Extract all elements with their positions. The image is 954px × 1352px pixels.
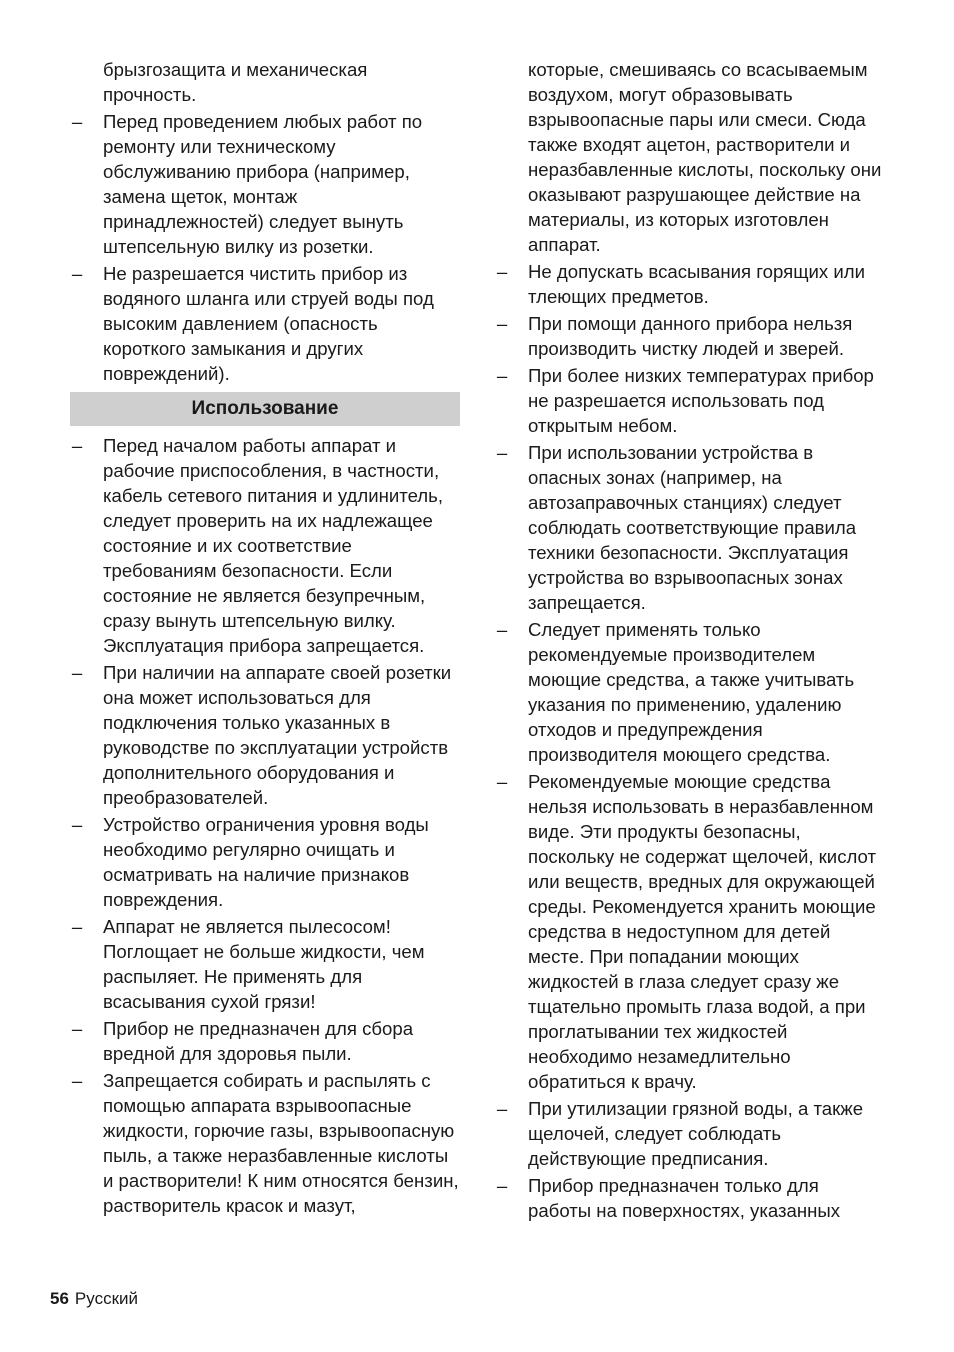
bullet-dash: – [496, 261, 508, 282]
bullet-dash: – [496, 442, 508, 463]
list-item [70, 660, 462, 810]
bullet-dash: – [496, 1175, 508, 1196]
bullet-dash: – [71, 662, 83, 683]
list-item [495, 769, 887, 1094]
list-item [70, 812, 462, 912]
bullet-dash: – [496, 771, 508, 792]
page-number: 56 [50, 1289, 69, 1308]
bullet-dash: – [71, 111, 83, 132]
list-item [495, 1096, 887, 1171]
list-item-text: Не разрешается чистить прибор из водяного шланга или струей воды под высоким давлением (опасность короткого замыкания и других повреждений). [103, 263, 434, 384]
list-item [495, 617, 887, 767]
list-item-text: При помощи данного прибора нельзя производить чистку людей и зверей. [528, 313, 853, 359]
bullet-dash: – [496, 619, 508, 640]
list-item [70, 1068, 462, 1218]
bullet-dash: – [71, 1018, 83, 1039]
list-item-text: При более низких температурах прибор не разрешается использовать под открытым небом. [528, 365, 874, 436]
list-item-text: Перед началом работы аппарат и рабочие приспособления, в частности, кабель сетевого питания и удлинитель, следует проверить на их надлежащее состояние и их соответствие требованиям безопасности. Если состояние не является безупречным, сразу вынуть штепсельную вилку. Эксплуатация прибора запрещается. [103, 435, 444, 656]
list-item [70, 433, 462, 658]
list-item [495, 259, 887, 309]
list-item-text: Устройство ограничения уровня воды необходимо регулярно очищать и осматривать на наличие признаков повреждения. [103, 814, 429, 910]
list-item-text: Аппарат не является пылесосом! Поглощает не больше жидкости, чем распыляет. Не применять для всасывания сухой грязи! [103, 916, 425, 1012]
right-column [495, 57, 887, 1225]
bullet-dash: – [496, 365, 508, 386]
list-item [70, 109, 462, 259]
bullet-dash: – [71, 814, 83, 835]
list-item-text: При использовании устройства в опасных зонах (например, на автозаправочных станциях) следует соблюдать соответствующие правила техники безопасности. Эксплуатация устройства во взрывоопасных зонах запрещается. [528, 442, 857, 613]
list-item-text: Следует применять только рекомендуемые производителем моющие средства, а также учитывать указания по применению, удалению отходов и предупреждения производителя моющего средства. [528, 619, 855, 765]
list-item-text: Рекомендуемые моющие средства нельзя использовать в неразбавленном виде. Эти продукты безопасны, поскольку не содержат щелочей, кислот или веществ, вредных для окружающей среды. Рекомендуется хранить моющие средства в недоступном для детей месте. При попадании моющих жидкостей в глаза следует сразу же тщательно промыть глаза водой, а при проглатывании тех жидкостей необходимо незамедлительно обратиться к врачу. [528, 771, 876, 1092]
left-column [70, 57, 462, 1220]
bullet-dash: – [71, 1070, 83, 1091]
list-item-text: При наличии на аппарате своей розетки она может использоваться для подключения только указанных в руководстве по эксплуатации устройств дополнительного оборудования и преобразователей. [103, 662, 452, 808]
list-item [70, 1016, 462, 1066]
list-item [495, 440, 887, 615]
bullet-dash: – [71, 916, 83, 937]
list-item-text: Прибор не предназначен для сбора вредной для здоровья пыли. [103, 1018, 414, 1064]
bullet-dash: – [496, 1098, 508, 1119]
list-item-text: Перед проведением любых работ по ремонту или техническому обслуживанию прибора (например, замена щеток, монтаж принадлежностей) следует вынуть штепсельную вилку из розетки. [103, 111, 423, 257]
list-item-text: При утилизации грязной воды, а также щелочей, следует соблюдать действующие предписания. [528, 1098, 864, 1169]
list-item [70, 261, 462, 386]
bullet-dash: – [71, 263, 83, 284]
right-continuation-text: которые, смешиваясь со всасываемым воздухом, могут образовывать взрывоопасные пары или смеси. Сюда также входят ацетон, растворители и неразбавленные кислоты, поскольку они оказывают разрушающее действие на материалы, из которых изготовлен аппарат. [528, 59, 882, 255]
bullet-dash: – [71, 435, 83, 456]
page-footer [50, 1288, 138, 1310]
list-item [495, 363, 887, 438]
footer-language: Русский [74, 1289, 138, 1308]
bullet-dash: – [496, 313, 508, 334]
list-item [495, 1173, 887, 1223]
list-item-text: Запрещается собирать и распылять с помощью аппарата взрывоопасные жидкости, горючие газы, взрывоопасную пыль, а также неразбавленные кислоты и растворители! К ним относятся бензин, растворитель красок и мазут, [103, 1070, 459, 1216]
left-continuation-text: брызгозащита и механическая прочность. [103, 59, 368, 105]
list-item [495, 311, 887, 361]
list-item [70, 914, 462, 1014]
list-item-text: Прибор предназначен только для работы на поверхностях, указанных [528, 1175, 841, 1221]
list-item-text: Не допускать всасывания горящих или тлеющих предметов. [528, 261, 865, 307]
section-heading: Использование [70, 392, 460, 426]
